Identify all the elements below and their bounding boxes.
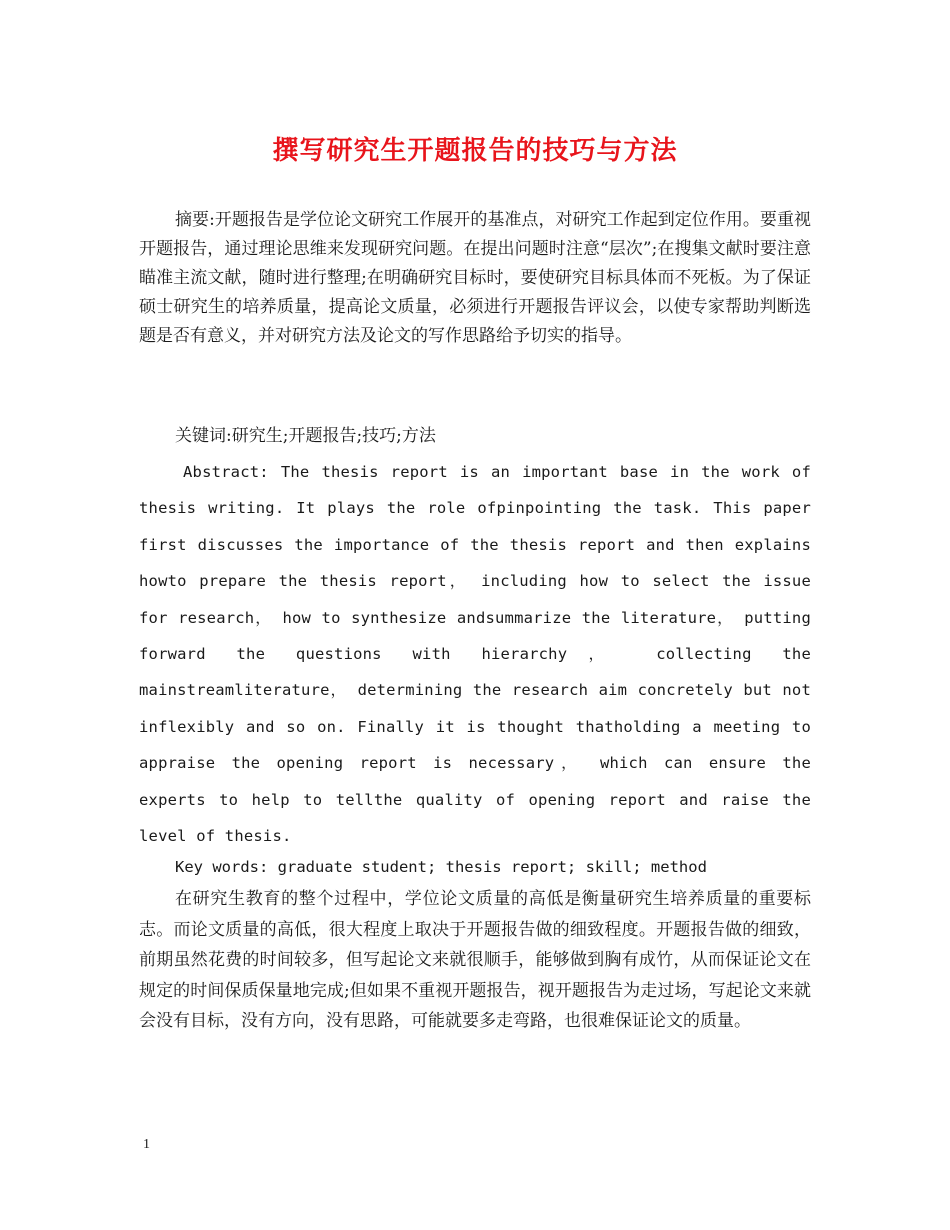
english-keywords: Key words: graduate student; thesis report; skill; method	[175, 858, 707, 876]
page-number: 1	[143, 1137, 150, 1152]
document-title: 撰写研究生开题报告的技巧与方法	[272, 136, 678, 166]
main-paragraph: 在研究生教育的整个过程中，学位论文质量的高低是衡量研究生培养质量的重要标志。而论文质量的高低，很大程度上取决于开题报告做的细致程度。开题报告做的细致，前期虽然花费的时间较多，但写起论文来就很顺手，能够做到胸有成竹，从而保证论文在规定的时间保质保量地完成;但如果不重视开题报告，视开题报告为走过场，写起论文来就会没有目标，没有方向，没有思路，可能就要多走弯路，也很难保证论文的质量。	[139, 889, 811, 1031]
chinese-abstract: 摘要:开题报告是学位论文研究工作展开的基准点，对研究工作起到定位作用。要重视开题报告，通过理论思维来发现研究问题。在提出问题时注意“层次”;在搜集文献时要注意瞄准主流文献，随时进行整理;在明确研究目标时，要使研究目标具体而不死板。为了保证硕士研究生的培养质量，提高论文质量，必须进行开题报告评议会，以使专家帮助判断选题是否有意义，并对研究方法及论文的写作思路给予切实的指导。	[139, 210, 811, 346]
english-abstract: Abstract: The thesis report is an important base in the work of thesis writing. It plays the role ofpinpointing the task. This paper first discusses the importance of the thesis report and then explains howto prepare the thesis report， including how to select the issue for research， how to synthesize andsummarize the literature， putting forward the questions with hierarchy， collecting the mainstreamliterature， determining the research aim concretely but not inflexibly and so on. Finally it is thought thatholding a meeting to appraise the opening report is necessary， which can ensure the experts to help to tellthe quality of opening report and raise the level of thesis.	[139, 463, 811, 846]
chinese-keywords: 关键词:研究生;开题报告;技巧;方法	[175, 426, 436, 446]
